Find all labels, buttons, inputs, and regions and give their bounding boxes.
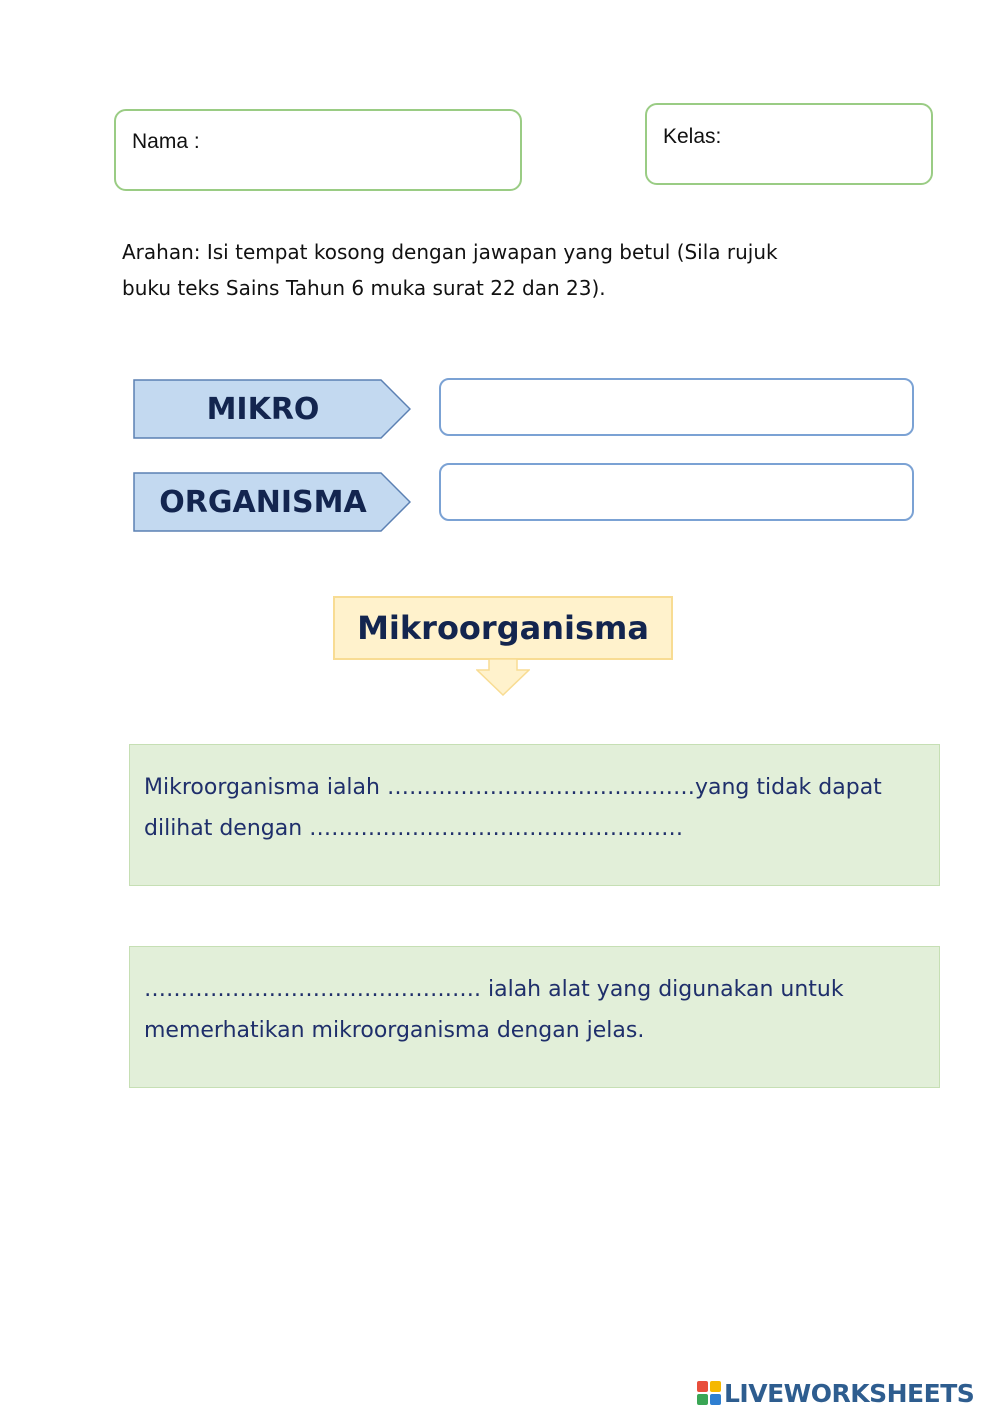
sentence-panel-1 [129, 744, 940, 886]
instruction-line-2: buku teks Sains Tahun 6 muka surat 22 dan 23). [122, 276, 606, 300]
sentence-2-line-1 [144, 969, 925, 1010]
mikro-arrow-label [133, 379, 411, 439]
sentence-text: yang tidak dapat [694, 775, 882, 800]
title-box [333, 596, 673, 660]
down-arrow-icon [476, 658, 530, 696]
sentence-text: . ialah alat yang digunakan untuk [474, 977, 844, 1002]
sentence-text: dilihat dengan [144, 816, 310, 841]
sentence-2-line-2 [144, 1010, 925, 1051]
blank-field[interactable]: …………………………………………… [309, 816, 684, 841]
mikro-label-text: MIKRO [206, 391, 320, 427]
sentence-text: memerhatikan mikroorganisma dengan jelas. [144, 1018, 645, 1043]
sentence-text: Mikroorganisma ialah [144, 775, 387, 800]
logo-text: LIVEWORKSHEETS [724, 1378, 975, 1408]
instruction-line-1: Arahan: Isi tempat kosong dengan jawapan yang betul (Sila rujuk [122, 240, 778, 264]
instruction-text [122, 234, 882, 306]
organisma-answer-input[interactable] [439, 463, 914, 521]
organisma-label-text: ORGANISMA [159, 484, 367, 520]
blank-field[interactable]: ……………………………………… [144, 977, 474, 1002]
kelas-label: Kelas: [663, 125, 722, 148]
title-text: Mikroorganisma [357, 609, 649, 647]
mikro-answer-input[interactable] [439, 378, 914, 436]
sentence-panel-2 [129, 946, 940, 1088]
blank-field[interactable]: …………………………………… [386, 775, 695, 800]
nama-field[interactable] [114, 109, 522, 191]
sentence-1-line-1 [144, 767, 925, 808]
logo-icon [696, 1380, 722, 1406]
sentence-1-line-2 [144, 808, 925, 849]
liveworksheets-logo [696, 1375, 974, 1411]
kelas-field[interactable] [645, 103, 933, 185]
organisma-arrow-label [133, 472, 411, 532]
nama-label: Nama : [132, 130, 200, 153]
